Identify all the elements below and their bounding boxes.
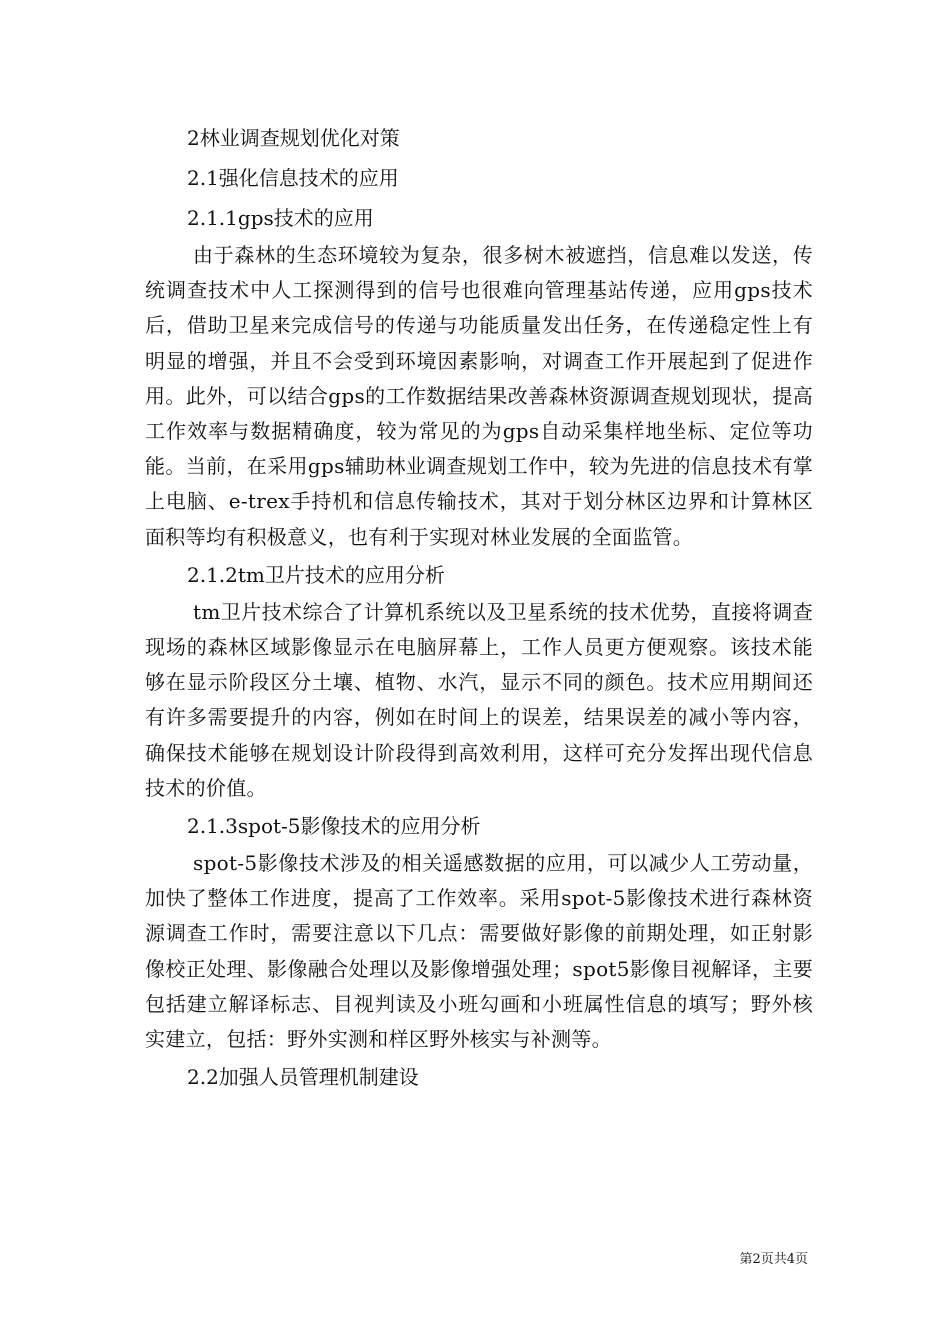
subsubsection-heading: 2.1.3spot-5影像技术的应用分析 bbox=[187, 814, 481, 839]
subsection-heading: 2.1强化信息技术的应用 bbox=[187, 166, 399, 190]
page-number: 第2页共4页 bbox=[739, 1252, 808, 1267]
body-paragraph: tm卫片技术综合了计算机系统以及卫星系统的技术优势，直接将调查现场的森林区域影像显示在电脑屏幕上，工作人员更方便观察。该技术能够在显示阶段区分土壤、植物、水汽，显示不同的颜色。技术应用期间还有许多需要提升的内容，例如在时间上的误差，结果误差的减小等内容，确保技术能够在规划设计阶段得到高效利用，这样可充分发挥出现代信息技术的价值。 bbox=[145, 599, 813, 800]
body-paragraph: 由于森林的生态环境较为复杂，很多树木被遮挡，信息难以发送，传统调查技术中人工探测得到的信号也很难向管理基站传递，应用gps技术后，借助卫星来完成信号的传递与功能质量发出任务，在传递稳定性上有明显的增强，并且不会受到环境因素影响，对调查工作开展起到了促进作用。此外，可以结合gps的工作数据结果改善森林资源调查规划现状，提高工作效率与数据精确度，较为常见的为gps自动采集样地坐标、定位等功能。当前，在采用gps辅助林业调查规划工作中，较为先进的信息技术有掌上电脑、e-trex手持机和信息传输技术，其对于划分林区边界和计算林区面积等均有积极意义，也有利于实现对林业发展的全面监管。 bbox=[145, 243, 813, 549]
document-body bbox=[145, 118, 813, 1097]
section-heading: 2林业调查规划优化对策 bbox=[187, 126, 400, 150]
subsubsection-heading: 2.1.2tm卫片技术的应用分析 bbox=[187, 562, 445, 587]
subsubsection-heading: 2.1.1gps技术的应用 bbox=[187, 206, 374, 230]
body-paragraph: spot-5影像技术涉及的相关遥感数据的应用，可以减少人工劳动量，加快了整体工作进度，提高了工作效率。采用spot-5影像技术进行森林资源调查工作时，需要注意以下几点：需要做好影像的前期处理，如正射影像校正处理、影像融合处理以及影像增强处理；spot5影像目视解译，主要包括建立解译标志、目视判读及小班勾画和小班属性信息的填写；野外核实建立，包括：野外实测和样区野外核实与补测等。 bbox=[145, 851, 813, 1052]
subsection-heading: 2.2加强人员管理机制建设 bbox=[187, 1065, 419, 1090]
